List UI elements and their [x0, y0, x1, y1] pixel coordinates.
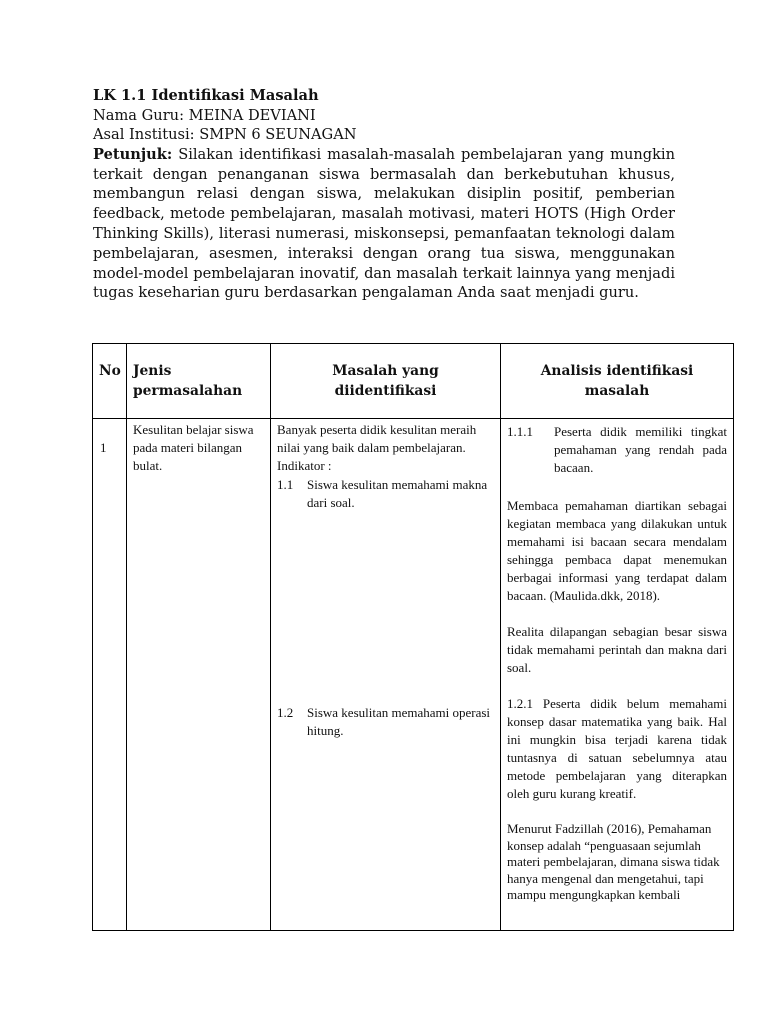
- identification-table: [92, 343, 734, 931]
- instructions-text: Silakan identifikasi masalah-masalah pembelajaran yang mungkin terkait dengan penanganan siswa bermasalah dan berkebutuhan khusus, membangun relasi dengan siswa, melakukan disiplin positif, pemberian feedback, metode pembelajaran, masalah motivasi, materi HOTS (High Order Thinking Skills), literasi numerasi, miskonsepsi, pemanfaatan teknologi dalam pembelajaran, asesmen, interaksi dengan orang tua siswa, menggunakan model-model pembelajaran inovatif, dan masalah terkait lainnya yang menjadi tugas keseharian guru berdasarkan pengalaman Anda saat menjadi guru.: [93, 145, 676, 302]
- analisis-1: [507, 423, 727, 477]
- analisis-1-number: 1.1.1: [507, 424, 533, 439]
- indikator-2-number: 1.2: [277, 705, 294, 720]
- indikator-label: Indikator :: [277, 458, 332, 473]
- analisis-paragraph-1: Membaca pemahaman diartikan sebagai kegiatan membaca yang dilakukan untuk memahami isi bacaan secara mendalam sehingga pembaca dapat menemukan berbagai informasi yang terdapat dalam bacaan. (Maulida.dkk, 2018).: [507, 498, 727, 603]
- cell-masalah: [271, 419, 501, 931]
- table-header-row: [93, 344, 734, 419]
- teacher-name: Nama Guru: MEINA DEVIANI: [93, 106, 316, 124]
- indikator-1-text: Siswa kesulitan memahami makna dari soal.: [307, 477, 488, 510]
- header-analisis: Analisis identifikasi masalah: [501, 344, 734, 419]
- header-no: No: [93, 344, 127, 419]
- header-jenis: Jenis permasalahan: [127, 344, 271, 419]
- analisis-paragraph-4: Menurut Fadzillah (2016), Pemahaman konsep adalah “penguasaan sejumlah materi pembelajaran, dimana siswa tidak hanya mengenal dan mengetahui, tapi mampu mengungkapkan kembali: [507, 821, 720, 902]
- row-number: 1: [93, 419, 127, 931]
- table-row: [93, 419, 734, 931]
- worksheet-header: [93, 86, 675, 303]
- instructions-label: Petunjuk:: [93, 145, 173, 163]
- cell-jenis: Kesulitan belajar siswa pada materi bilangan bulat.: [127, 419, 271, 931]
- indikator-1-number: 1.1: [277, 477, 294, 492]
- analisis-paragraph-2: Realita dilapangan sebagian besar siswa tidak memahami perintah dan makna dari soal.: [507, 624, 727, 675]
- cell-analisis: [501, 419, 734, 931]
- worksheet-title: LK 1.1 Identifikasi Masalah: [93, 87, 319, 104]
- analisis-paragraph-3: 1.2.1 Peserta didik belum memahami konsep dasar matematika yang baik. Hal ini mungkin bisa terjadi karena tidak tuntasnya di satuan sebelumnya atau metode pembelajaran yang diterapkan oleh guru kurang kreatif.: [507, 696, 727, 801]
- indikator-2-text: Siswa kesulitan memahami operasi hitung.: [307, 705, 491, 738]
- masalah-intro: Banyak peserta didik kesulitan meraih nilai yang baik dalam pembelajaran.: [277, 422, 477, 455]
- header-masalah: Masalah yang diidentifikasi: [271, 344, 501, 419]
- indikator-2: [277, 704, 494, 740]
- indikator-1: [277, 476, 494, 512]
- instructions: [93, 145, 675, 303]
- analisis-1-text: Peserta didik memiliki tingkat pemahaman yang rendah pada bacaan.: [554, 424, 727, 475]
- institution: Asal Institusi: SMPN 6 SEUNAGAN: [93, 126, 357, 144]
